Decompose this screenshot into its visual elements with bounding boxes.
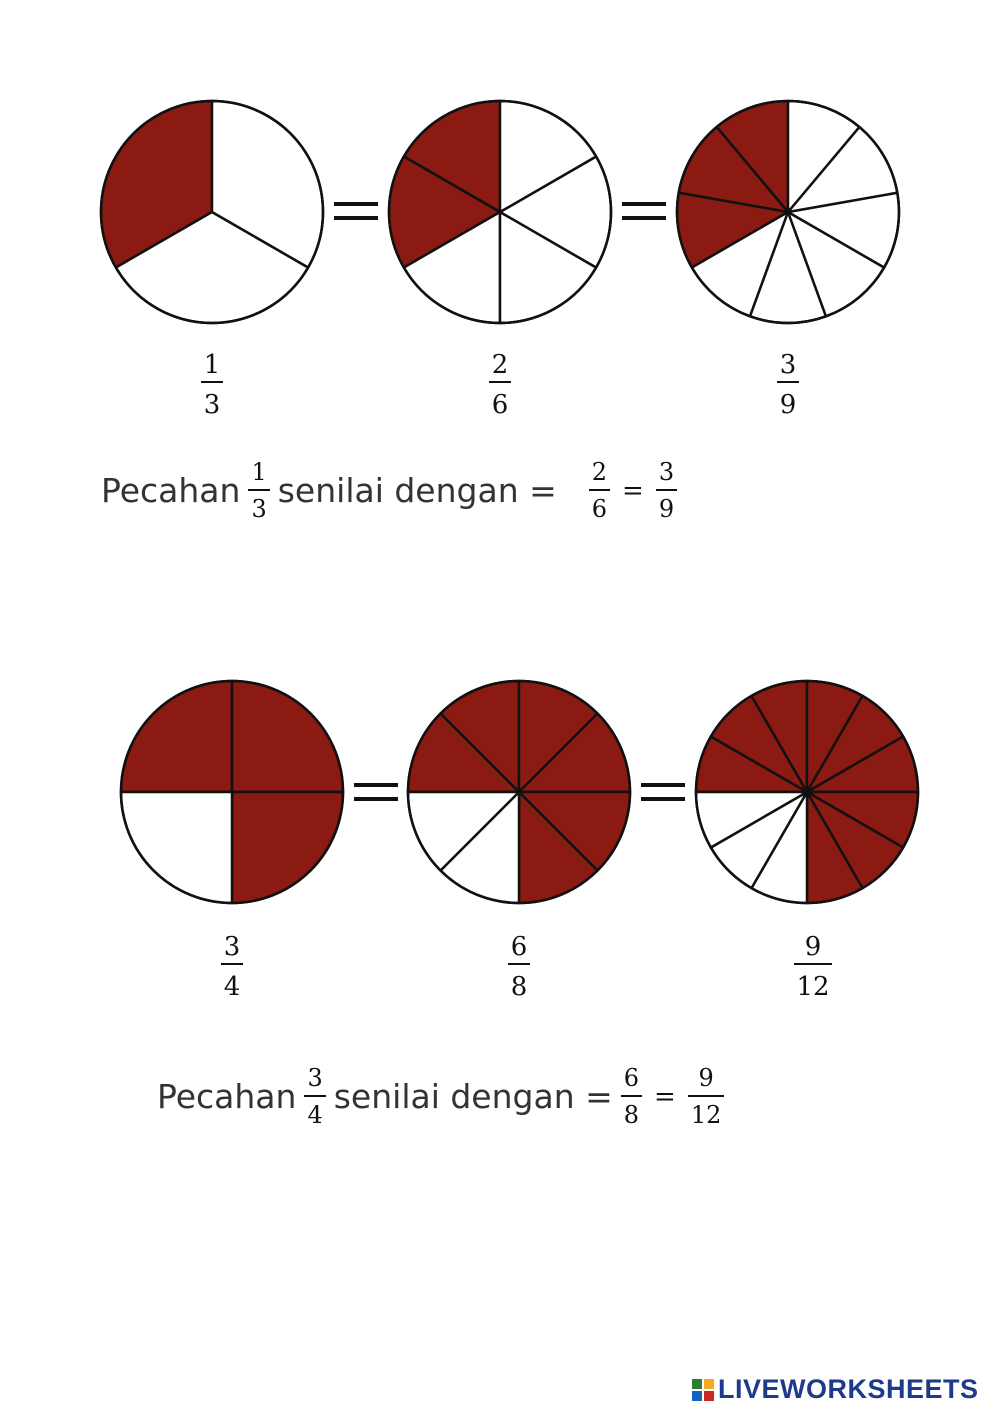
sentence-middle: senilai dengan = xyxy=(333,1077,613,1116)
label-numerator: 9 xyxy=(804,932,822,962)
label-3-9 xyxy=(777,350,799,420)
label-numerator: 3 xyxy=(223,932,241,962)
sentence-middle: senilai dengan = xyxy=(277,471,557,510)
fraction-bar xyxy=(304,1095,325,1097)
fraction-bar xyxy=(656,489,677,491)
fraction-denominator: 12 xyxy=(690,1101,722,1129)
logo-square xyxy=(704,1391,714,1401)
sentence-equivalent-fraction-1 xyxy=(621,1066,642,1127)
sentence-equivalent-fraction-2 xyxy=(656,460,677,521)
fraction-numerator: 2 xyxy=(591,458,608,486)
label-numerator: 2 xyxy=(491,350,509,380)
logo-square xyxy=(692,1391,702,1401)
equals-sign-4 xyxy=(641,783,685,801)
pie-6-8 xyxy=(408,681,630,903)
fraction-numerator: 6 xyxy=(623,1064,640,1092)
label-denominator: 4 xyxy=(223,972,241,1002)
fraction-numerator: 3 xyxy=(307,1064,323,1092)
fraction-numerator: 9 xyxy=(698,1064,714,1092)
label-9-12 xyxy=(794,932,832,1002)
liveworksheets-logo xyxy=(692,1374,979,1405)
fraction-denominator: 4 xyxy=(307,1101,323,1129)
fraction-bar xyxy=(589,489,610,491)
logo-text: LIVEWORKSHEETS xyxy=(718,1374,979,1404)
fraction-denominator: 6 xyxy=(591,495,608,523)
pie-slice-empty xyxy=(121,792,232,903)
pie-3-4 xyxy=(121,681,343,903)
equivalence-sentence-1 xyxy=(101,460,685,521)
fraction-bar xyxy=(688,1095,725,1097)
label-denominator: 9 xyxy=(779,390,797,420)
fraction-denominator: 3 xyxy=(251,495,267,523)
liveworksheets-logo-icon xyxy=(692,1379,714,1401)
logo-square xyxy=(692,1379,702,1389)
label-denominator: 12 xyxy=(796,972,830,1002)
label-2-6 xyxy=(489,350,511,420)
sentence-equals: = xyxy=(654,1081,676,1112)
logo-square xyxy=(704,1379,714,1389)
pie-9-12 xyxy=(696,681,918,903)
fraction-denominator: 8 xyxy=(623,1101,640,1129)
fraction-bar xyxy=(248,489,269,491)
fraction-numerator: 1 xyxy=(251,458,267,486)
fraction-numerator: 3 xyxy=(658,458,675,486)
equals-sign-1 xyxy=(334,202,378,220)
pie-3-9 xyxy=(677,101,899,323)
sentence-equals: = xyxy=(622,475,644,506)
label-6-8 xyxy=(508,932,530,1002)
fraction-denominator: 9 xyxy=(658,495,675,523)
label-1-3 xyxy=(201,350,223,420)
pie-slice-shaded xyxy=(232,681,343,792)
sentence-base-fraction xyxy=(248,460,269,521)
sentence-prefix: Pecahan xyxy=(157,1077,297,1116)
pie-slice-shaded xyxy=(121,681,232,792)
pie-2-6 xyxy=(389,101,611,323)
label-numerator: 3 xyxy=(779,350,797,380)
sentence-equivalent-fraction-2 xyxy=(688,1066,725,1127)
label-numerator: 6 xyxy=(510,932,528,962)
sentence-equivalent-fraction-1 xyxy=(589,460,610,521)
label-denominator: 8 xyxy=(510,972,528,1002)
fraction-bar xyxy=(621,1095,642,1097)
equals-sign-3 xyxy=(354,783,398,801)
equivalence-sentence-2 xyxy=(157,1066,732,1127)
pie-slice-shaded xyxy=(232,792,343,903)
label-numerator: 1 xyxy=(203,350,221,380)
equals-sign-2 xyxy=(622,202,666,220)
sentence-prefix: Pecahan xyxy=(101,471,241,510)
sentence-base-fraction xyxy=(304,1066,325,1127)
label-3-4 xyxy=(221,932,243,1002)
label-denominator: 3 xyxy=(203,390,221,420)
pie-1-3 xyxy=(101,101,323,323)
label-denominator: 6 xyxy=(491,390,509,420)
